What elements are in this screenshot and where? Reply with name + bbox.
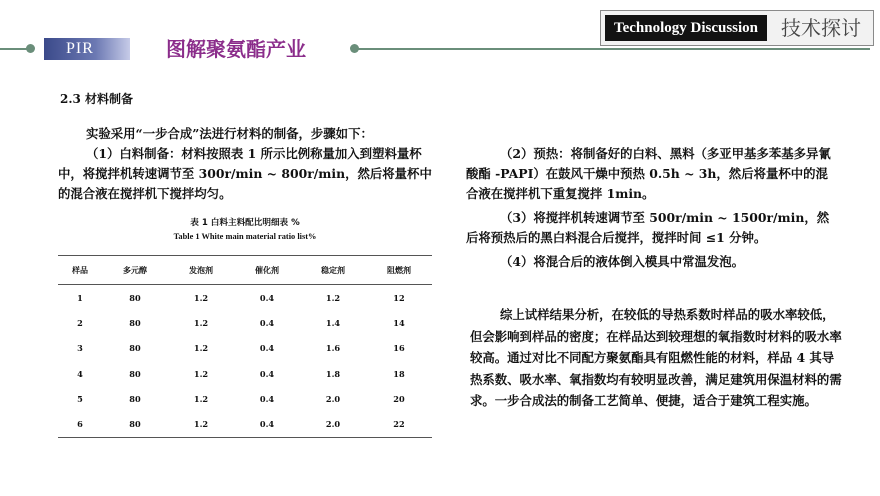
table-cell: 0.4 — [259, 343, 275, 354]
table-cell: 80 — [102, 411, 168, 437]
table-row — [58, 411, 432, 437]
table-cell: 1.2 — [193, 343, 209, 354]
table-header-cell: 催化剂 — [234, 256, 300, 285]
table-cell: 3 — [77, 343, 83, 354]
table-cell: 2 — [77, 317, 83, 328]
table-header-cell: 稳定剂 — [300, 256, 366, 285]
table-header-cell: 样品 — [58, 256, 102, 285]
header-dot-left — [26, 44, 35, 53]
badge-english-label: Technology Discussion — [605, 15, 767, 41]
table-cell: 14 — [393, 317, 405, 328]
table-cell: 18 — [393, 368, 405, 379]
summary-paragraph: 综上试样结果分析，在较低的导热系数时样品的吸水率较低，但会影响到样品的密度；在样品达到较理想的氧指数时材料的吸水率较高。通过对比不同配方聚氨酯具有阻燃性能的材料，样品 4 其导热系数、吸水率、氧指数均有较明显改善，满足建筑用保温材料的需求。一步合成法的制备工艺简单、便捷，适合于建筑工程实施。 — [470, 307, 842, 408]
table-cell: 1.2 — [193, 292, 209, 303]
table-cell: 2.0 — [300, 411, 366, 437]
table-header-row — [58, 256, 432, 285]
table-cell: 1.2 — [193, 368, 209, 379]
table-cell: 0.4 — [234, 411, 300, 437]
table-caption-en: Table 1 White main material ratio list% — [173, 232, 317, 241]
table-cell: 22 — [366, 411, 432, 437]
intro-paragraph: 实验采用“一步合成”法进行材料的制备，步骤如下： — [86, 126, 373, 141]
pir-logo-text: PIR — [66, 40, 94, 57]
step-4-paragraph: （4）将混合后的液体倒入模具中常温发泡。 — [500, 254, 745, 269]
table-cell: 5 — [77, 393, 83, 404]
material-ratio-table — [58, 255, 432, 438]
table-cell: 0.4 — [259, 317, 275, 328]
table-header-cell: 发泡剂 — [168, 256, 234, 285]
table-cell: 20 — [393, 393, 405, 404]
table-cell: 1.4 — [325, 317, 341, 328]
table-cell: 1.8 — [325, 368, 341, 379]
table-cell: 4 — [77, 368, 83, 379]
table-cell: 12 — [393, 292, 405, 303]
table-row — [58, 310, 432, 335]
section-heading: 2.3 材料制备 — [60, 92, 134, 106]
step-3-paragraph: （3）将搅拌机转速调节至 500r/min ~ 1500r/min，然后将预热后的黑白料混合后搅拌，搅拌时间 ≤1 分钟。 — [466, 210, 830, 245]
page-title: 图解聚氨酯产业 — [166, 37, 306, 61]
table-cell: 1 — [77, 292, 83, 303]
table-cell: 80 — [129, 317, 141, 328]
table-cell: 80 — [129, 368, 141, 379]
table-row — [58, 361, 432, 386]
table-header-cell: 阻燃剂 — [366, 256, 432, 285]
table-row — [58, 336, 432, 361]
table-cell: 1.2 — [168, 411, 234, 437]
section-badge — [600, 10, 874, 46]
table-cell: 16 — [393, 343, 405, 354]
table-caption-cn: 表 1 白料主料配比明细表 % — [190, 218, 300, 228]
table-cell: 1.6 — [325, 343, 341, 354]
header-rule-left — [0, 48, 28, 50]
page-header — [0, 0, 880, 70]
table-cell: 80 — [129, 292, 141, 303]
table-cell: 80 — [129, 393, 141, 404]
table-cell: 1.2 — [193, 317, 209, 328]
table-cell: 0.4 — [259, 368, 275, 379]
step-1-paragraph: （1）白料制备：材料按照表 1 所示比例称量加入到塑料量杯中，将搅拌机转速调节至 300r/min ~ 800r/min，然后将量杯中的混合液在搅拌机下搅拌均匀。 — [58, 146, 432, 201]
table-cell: 0.4 — [259, 292, 275, 303]
table-row — [58, 386, 432, 411]
header-rule-right — [356, 48, 870, 50]
table-cell: 1.2 — [193, 393, 209, 404]
badge-chinese-label: 技术探讨 — [781, 16, 861, 40]
table-row — [58, 285, 432, 311]
table-cell: 0.4 — [259, 393, 275, 404]
table-header-cell: 多元醇 — [102, 256, 168, 285]
table-cell: 80 — [129, 343, 141, 354]
table-cell: 6 — [58, 411, 102, 437]
pir-logo — [44, 38, 130, 60]
step-2-paragraph: （2）预热：将制备好的白料、黑料（多亚甲基多苯基多异氰酸酯 -PAPI）在鼓风干燥中预热 0.5h ~ 3h，然后将量杯中的混合液在搅拌机下重复搅拌 1min。 — [466, 146, 831, 201]
table-cell: 2.0 — [325, 393, 341, 404]
table-cell: 1.2 — [325, 292, 341, 303]
